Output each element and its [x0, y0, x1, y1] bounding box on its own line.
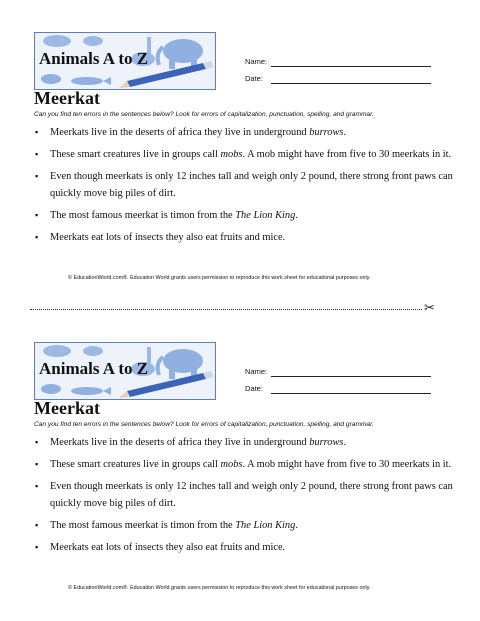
sentence-list [34, 434, 454, 561]
sentence-item [34, 434, 454, 451]
banner-title: Animals A to Z [39, 49, 149, 68]
instructions: Can you find ten errors in the sentences below? Look for errors of capitalization, punctuation, spelling, and grammar. [34, 421, 374, 428]
instructions: Can you find ten errors in the sentences below? Look for errors of capitalization, punctuation, spelling, and grammar. [34, 111, 374, 118]
date-line[interactable] [271, 393, 431, 394]
sentence-text-end: . A mob might have from five to 30 meerkats in it. [242, 459, 452, 470]
sentence-text: Meerkats live in the deserts of africa they live in underground [50, 127, 310, 138]
sentence-item [34, 168, 454, 202]
sentence-text-end: . A mob might have from five to 30 meerkats in it. [242, 149, 452, 160]
date-label: Date: [245, 384, 263, 393]
bullet-icon: ▪ [35, 210, 39, 220]
copyright-footer: © EducationWorld.com®. Education World grants users permission to reproduce this work sheet for educational purposes only. [68, 275, 371, 281]
sentence-text: Meerkats live in the deserts of africa they live in underground [50, 437, 310, 448]
bullet-icon: ▪ [35, 542, 39, 552]
date-line[interactable] [271, 83, 431, 84]
sentence-item [34, 207, 454, 224]
name-line[interactable] [271, 66, 431, 67]
bullet-icon: ▪ [35, 459, 39, 469]
sentence-italic: The Lion King [235, 210, 296, 221]
bullet-icon: ▪ [35, 149, 39, 159]
scissors-icon: ✂ [424, 301, 435, 316]
sentence-text: Even though meerkats is only 12 inches tall and weigh only 2 pound, there strong front paws can quickly move big piles of dirt. [50, 481, 453, 509]
sentence-text: The most famous meerkat is timon from the [50, 210, 236, 221]
page-title: Meerkat [34, 88, 100, 108]
animals-a-to-z-banner [34, 342, 216, 400]
sentence-item [34, 456, 454, 473]
date-label: Date: [245, 74, 263, 83]
banner-title: Animals A to Z [39, 359, 149, 378]
bullet-icon: ▪ [35, 232, 39, 242]
sentence-text-end: . [295, 520, 298, 531]
animals-a-to-z-banner [34, 32, 216, 90]
page-title: Meerkat [34, 398, 100, 418]
name-label: Name: [245, 57, 268, 66]
bullet-icon: ▪ [35, 520, 39, 530]
sentence-italic: mobs [220, 459, 243, 470]
sentence-text-end: . [343, 437, 347, 448]
sentence-text: These smart creatures live in groups call [50, 149, 221, 160]
sentence-italic: burrows [309, 437, 344, 448]
bullet-icon: ▪ [35, 171, 39, 181]
sentence-text: Meerkats eat lots of insects they also eat fruits and mice. [50, 542, 286, 553]
sentence-text: The most famous meerkat is timon from the [50, 520, 236, 531]
bullet-icon: ▪ [35, 481, 39, 491]
sentence-italic: The Lion King [235, 520, 296, 531]
sentence-list [34, 124, 454, 251]
sentence-text: Meerkats eat lots of insects they also eat fruits and mice. [50, 232, 286, 243]
name-line[interactable] [271, 376, 431, 377]
sentence-text: Even though meerkats is only 12 inches tall and weigh only 2 pound, there strong front paws can quickly move big piles of dirt. [50, 171, 453, 199]
worksheet-bottom [0, 310, 480, 610]
sentence-italic: mobs [220, 149, 243, 160]
name-label: Name: [245, 367, 268, 376]
sentence-item [34, 229, 454, 246]
sentence-text: These smart creatures live in groups call [50, 459, 221, 470]
sentence-item [34, 146, 454, 163]
sentence-item [34, 124, 454, 141]
sentence-item [34, 478, 454, 512]
sentence-item [34, 539, 454, 556]
sentence-item [34, 517, 454, 534]
sentence-text-end: . [343, 127, 347, 138]
copyright-footer: © EducationWorld.com®. Education World grants users permission to reproduce this work sheet for educational purposes only. [68, 585, 371, 591]
sentence-text-end: . [295, 210, 298, 221]
worksheet-top [0, 0, 480, 300]
bullet-icon: ▪ [35, 437, 39, 447]
bullet-icon: ▪ [35, 127, 39, 137]
sentence-italic: burrows [309, 127, 344, 138]
